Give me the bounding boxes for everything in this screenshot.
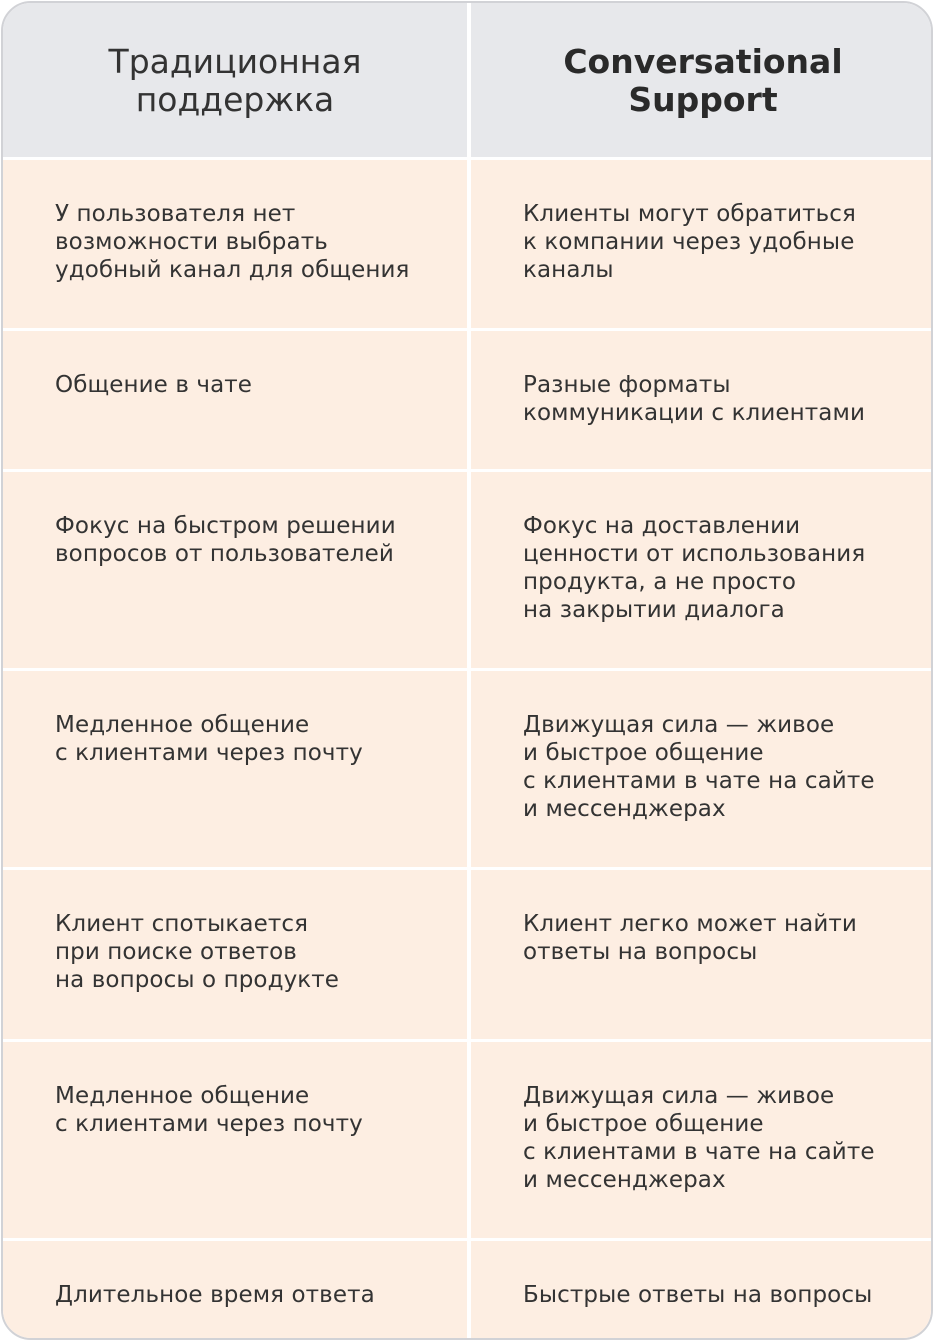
row-3-traditional: Фокус на быстром решении вопросов от пользователей: [3, 472, 467, 668]
row-5-traditional: Клиент спотыкается при поиске ответов на вопросы о продукте: [3, 870, 467, 1039]
row-5-conversational: Клиент легко может найти ответы на вопросы: [471, 870, 933, 1039]
row-6-traditional: Медленное общение с клиентами через почту: [3, 1042, 467, 1238]
header-conversational-support: Conversational Support: [471, 3, 933, 157]
row-7-traditional: Длительное время ответа: [3, 1241, 467, 1338]
header-traditional-support: Традиционная поддержка: [3, 3, 467, 157]
row-2-traditional: Общение в чате: [3, 331, 467, 469]
row-4-traditional: Медленное общение с клиентами через почту: [3, 671, 467, 867]
comparison-table: [1, 1, 933, 1340]
row-6-conversational: Движущая сила — живое и быстрое общение с клиентами в чате на сайте и мессенджерах: [471, 1042, 933, 1238]
row-7-conversational: Быстрые ответы на вопросы: [471, 1241, 933, 1338]
row-1-traditional: У пользователя нет возможности выбрать удобный канал для общения: [3, 160, 467, 328]
row-1-conversational: Клиенты могут обратиться к компании через удобные каналы: [471, 160, 933, 328]
row-2-conversational: Разные форматы коммуникации с клиентами: [471, 331, 933, 469]
row-3-conversational: Фокус на доставлении ценности от использования продукта, а не просто на закрытии диалога: [471, 472, 933, 668]
row-4-conversational: Движущая сила — живое и быстрое общение с клиентами в чате на сайте и мессенджерах: [471, 671, 933, 867]
